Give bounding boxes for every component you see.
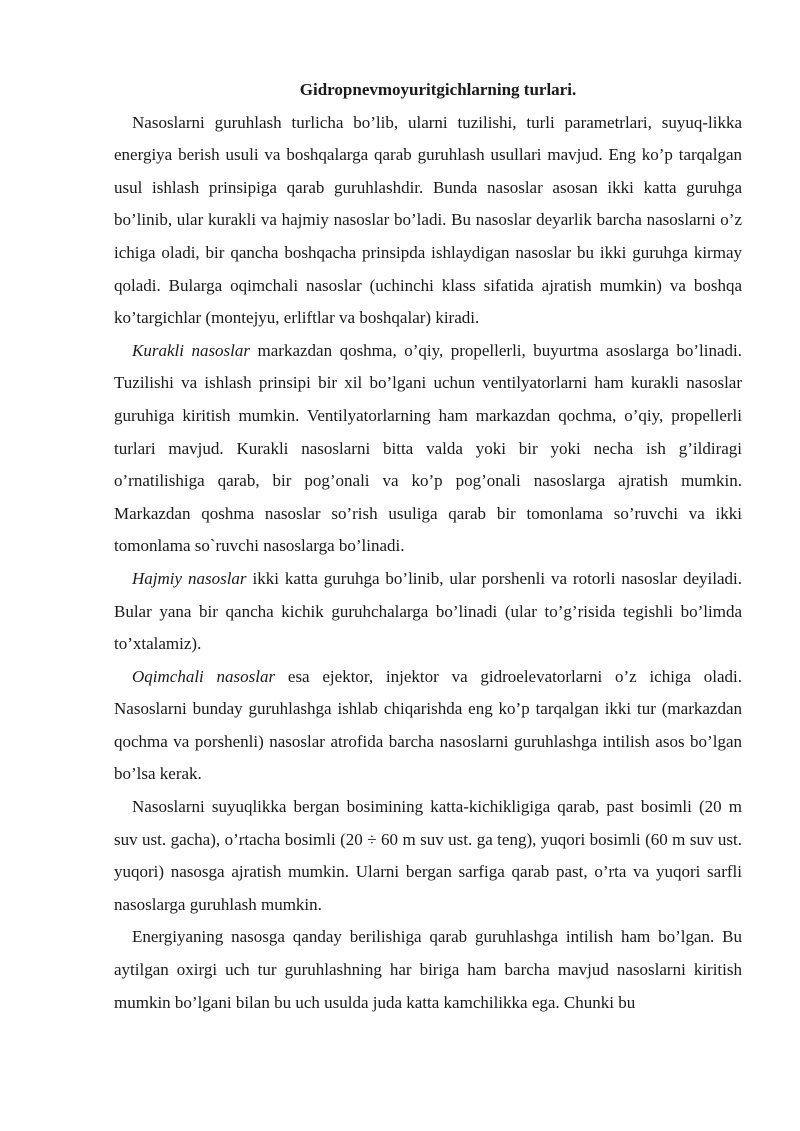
paragraph-text: Nasoslarni guruhlash turlicha bo’lib, ularni tuzilishi, turli parametrlari, suyuq-likka energiya berish usuli va boshqalarga qarab guruhlash usullari mavjud. Eng ko’p tarqalgan usul ishlash prinsipiga qarab guruhlashdir. Bunda nasoslar asosan ikki katta guruhga bo’linib, ular kurakli va hajmiy nasoslar bo’ladi. Bu nasoslar deyarlik barcha nasoslarni o’z ichiga oladi, bir qancha boshqacha prinsipda ishlaydigan nasoslar bu ikki guruhga kirmay qoladi. Bularga oqimchali nasoslar (uchinchi klass sifatida ajratish mumkin) va boshqa ko’targichlar (montejyu, erliftlar va boshqalar) kiradi. [114, 112, 742, 328]
paragraph-vane-pumps [114, 335, 742, 563]
paragraph-jet-pumps [114, 661, 742, 791]
paragraph-lead-term: Kurakli nasoslar [132, 340, 251, 360]
paragraph-text: Energiyaning nasosga qanday berilishiga qarab guruhlashga intilish ham bo’lgan. Bu aytilgan oxirgi uch tur guruhlashning har biriga ham barcha mavjud nasoslarni kiritish mumkin bo’lgani bilan bu uch usulda juda katta kamchilikka ega. Chunki bu [114, 927, 742, 1012]
document-title: Gidropnevmoyuritgichlarning turlari. [299, 80, 577, 99]
paragraph-volumetric-pumps [114, 563, 742, 661]
paragraph-energy-supply [114, 921, 742, 1019]
document-page [114, 74, 742, 1019]
paragraph-text: esa ejektor, injektor va gidroelevatorlarni o’z ichiga oladi. Nasoslarni bunday guruhlashga ishlab chiqarishda eng ko’p tarqalgan ikki tur (markazdan qochma va porshenli) nasoslar atrofida barcha nasoslarni guruhlashga intilish asos bo’lgan bo’lsa kerak. [114, 666, 742, 784]
paragraph-text: Nasoslarni suyuqlikka bergan bosimining katta-kichikligiga qarab, past bosimli (20 m suv ust. gacha), o’rtacha bosimli (20 ÷ 60 m suv ust. ga teng), yuqori bosimli (60 m suv ust. yuqori) nasosga ajratish mumkin. Ularni bergan sarfiga qarab past, o’rta va yuqori sarfli nasoslarga guruhlash mumkin. [114, 797, 742, 914]
paragraph-text: markazdan qoshma, o’qiy, propellerli, buyurtma asoslarga bo’linadi. Tuzilishi va ishlash prinsipi bir xil bo’lgani uchun ventilyatorlarni ham kurakli nasoslar guruhiga kiritish mumkin. Ventilyatorlarning ham markazdan qochma, o’qiy, propellerli turlari mavjud. Kurakli nasoslarni bitta valda yoki bir yoki necha ish g’ildiragi o’rnatilishiga qarab, bir pog’onali va ko’p pog’onali nasoslarga ajratish mumkin. Markazdan qoshma nasoslar so’rish usuliga qarab bir tomonlama so’ruvchi va ikki tomonlama so`ruvchi nasoslarga bo’linadi. [114, 340, 742, 556]
paragraph-lead-term: Oqimchali nasoslar [132, 666, 276, 686]
paragraph-classification-intro [114, 107, 742, 335]
paragraph-pressure-classes [114, 791, 742, 921]
paragraph-text: ikki katta guruhga bo’linib, ular porshenli va rotorli nasoslar deyiladi. Bular yana bir qancha kichik guruhchalarga bo’linadi (ular to’g’risida tegishli bo’limda to’xtalamiz). [114, 568, 742, 654]
paragraph-lead-term: Hajmiy nasoslar [132, 568, 247, 588]
